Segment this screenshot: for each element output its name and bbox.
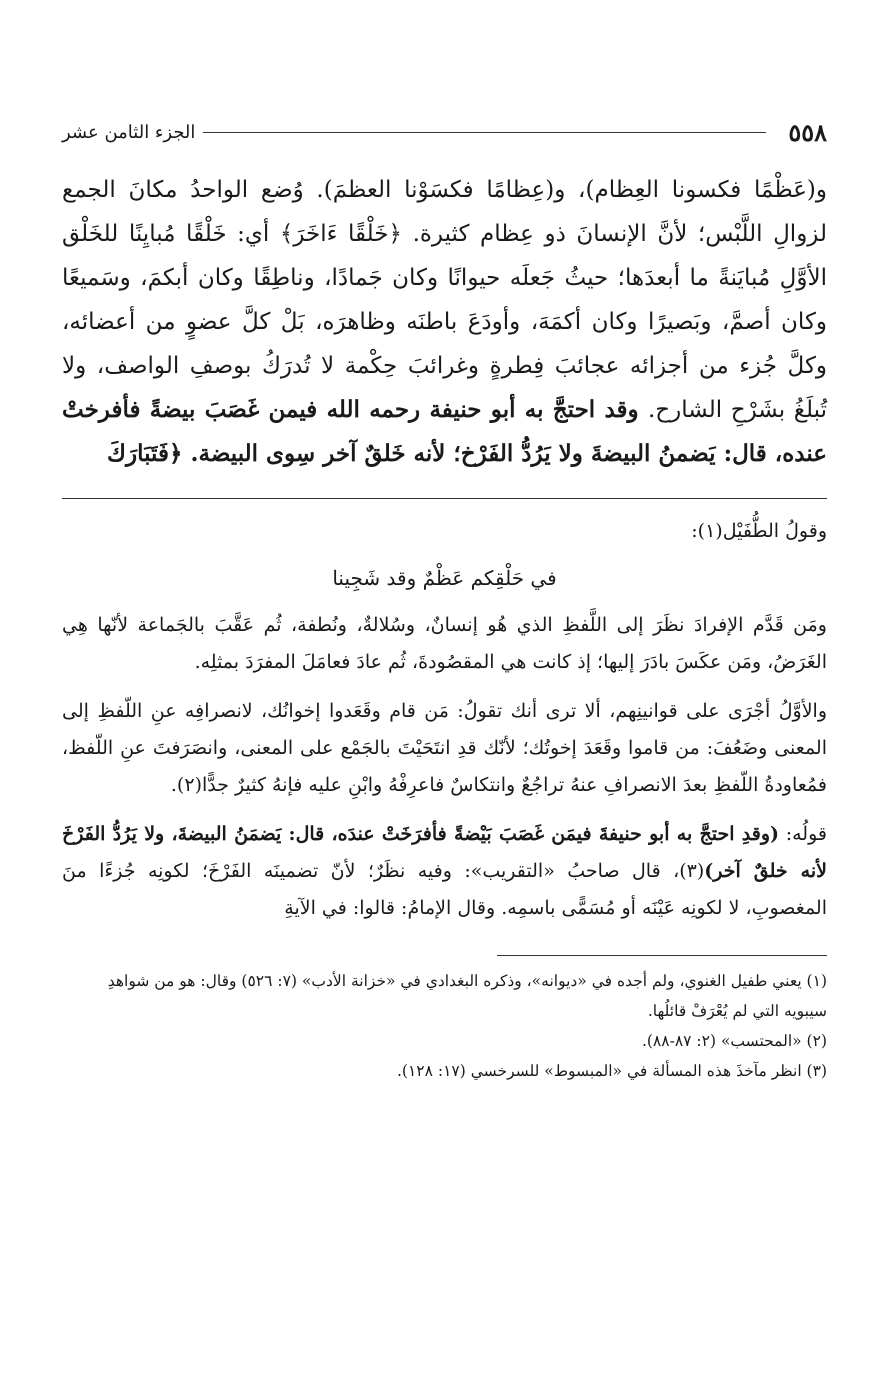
part-title: الجزء الثامن عشر bbox=[62, 121, 196, 143]
commentary-rest: (٣)، قال صاحبُ «التقريب»: وفيه نظَرٌ؛ لأنّ تضمينَه الفَرْخَ؛ لكونِه جُزءًا منَ المغصوبِ، لا لكونِه عَيْنَه أو مُسَمًّى باسمِه. وقال الإمامُ: قالوا: في الآيةِ bbox=[62, 860, 827, 919]
commentary-paragraph-1: ومَن قَدَّم الإفرادَ نظَرَ إلى اللَّفظِ الذي هُو إنسانٌ، وسُلالةٌ، ونُطفة، ثُم عَقَّبَ بالجَماعة لأنّها هِي الغَرَضُ، ومَن عكَسَ بادَرَ إليها؛ إذ كانت هي المقصُودةَ، ثُم عادَ فعامَلَ المفرَدَ بمثلِه. bbox=[62, 614, 827, 673]
quoted-matn: (وقدِ احتجَّ به أبو حنيفةَ فيمَن غَصَبَ بَيْضةً فأفرَخَتْ عندَه، قال: يَضمَنُ البيضةَ، ولا يَرُدُّ الفَرْخَ لأنه خلقٌ آخر) bbox=[62, 823, 827, 882]
footnote-3: (٣) انظر مآخذَ هذه المسألة في «المبسوط» للسرخسي (١٧: ١٢٨). bbox=[396, 1062, 827, 1080]
section-divider bbox=[62, 498, 827, 499]
running-header bbox=[62, 110, 827, 154]
footnotes bbox=[62, 966, 827, 1086]
footnote-divider bbox=[497, 955, 827, 956]
footnote-1: (١) يعني طفيل الغنوي، ولم أجده في «ديوانه»، وذكره البغدادي في «خزانة الأدب» (٧: ٥٢٦) وقال: هو من شواهدِ سيبويه التي لم يُعْرَفْ قائلُها. bbox=[107, 972, 827, 1020]
matn-bold: وقد احتجَّ به أبو حنيفة رحمه الله فيمن غَصَبَ بيضةً فأفرختْ عنده، قال: يَضمنُ البيضةَ ولا يَرُدُّ الفَرْخ؛ لأنه خَلقٌ آخر سِوى البيضة. ﴿فَتَبَارَكَ bbox=[62, 396, 827, 467]
commentary-text bbox=[62, 513, 827, 927]
matn-text bbox=[62, 168, 827, 476]
page-number: ٥٥٨ bbox=[788, 117, 827, 147]
verse-intro: وقولُ الطُّفَيْل(١): bbox=[691, 520, 827, 542]
commentary-paragraph-3 bbox=[62, 816, 827, 927]
page bbox=[62, 110, 827, 1086]
matn-plain: و(عَظْمًا فكسونا العِظام)، و(عِظامًا فكسَوْنا العظمَ). وُضع الواحدُ مكانَ الجمع لزوالِ اللَّبْس؛ لأنَّ الإنسانَ ذو عِظام كثيرة. ﴿خَلْقًا ءَاخَرَ﴾ أي: خَلْقًا مُبايِنًا للخَلْق الأوَّلِ مُبايَنةً ما أبعدَها؛ حيثُ جَعلَه حيوانًا وكان جَمادًا، وناطِقًا وكان أبكمَ، وسَميعًا وكان أصمَّ، وبَصيرًا وكان أكمَهَ، وأودَعَ باطنَه وظاهرَه، بَلْ كلَّ عضوٍ من أعضائه، وكلَّ جُزء من أجزائه عجائبَ فِطرةٍ وغرائبَ حِكْمة لا تُدرَكُ بوصفِ الواصف، ولا تُبلَغُ بشَرْحِ الشارح. bbox=[62, 177, 828, 423]
poetry-verse: في حَلْقِكم عَظْمٌ وقد شَجِينا bbox=[332, 566, 557, 590]
quote-lead: قولُه: bbox=[779, 823, 827, 845]
footnote-2: (٢) «المحتسب» (٢: ٨٧-٨٨). bbox=[641, 1032, 827, 1050]
commentary-paragraph-2: والأوَّلُ أجْرَى على قوانينِهم، ألا ترى أنك تقولُ: مَن قام وقَعَدوا إخوانُك، لانصرافِه عنِ اللّفظِ إلى المعنى وضَعُفَ: من قاموا وقَعَدَ إخوتُك؛ لأنّك قدِ انتَحَيْتَ بالجَمْع على المعنى، وانصَرَفتَ عنِ اللّفظ، فمُعاودةُ اللّفظِ بعدَ الانصرافِ عنهُ تراجُعٌ وانتكاسٌ فاعرِفْهُ وابْنِ عليه فإنهُ كثيرٌ جدًّا(٢). bbox=[62, 700, 827, 796]
matn-paragraph bbox=[62, 168, 827, 476]
header-rule bbox=[203, 132, 766, 133]
